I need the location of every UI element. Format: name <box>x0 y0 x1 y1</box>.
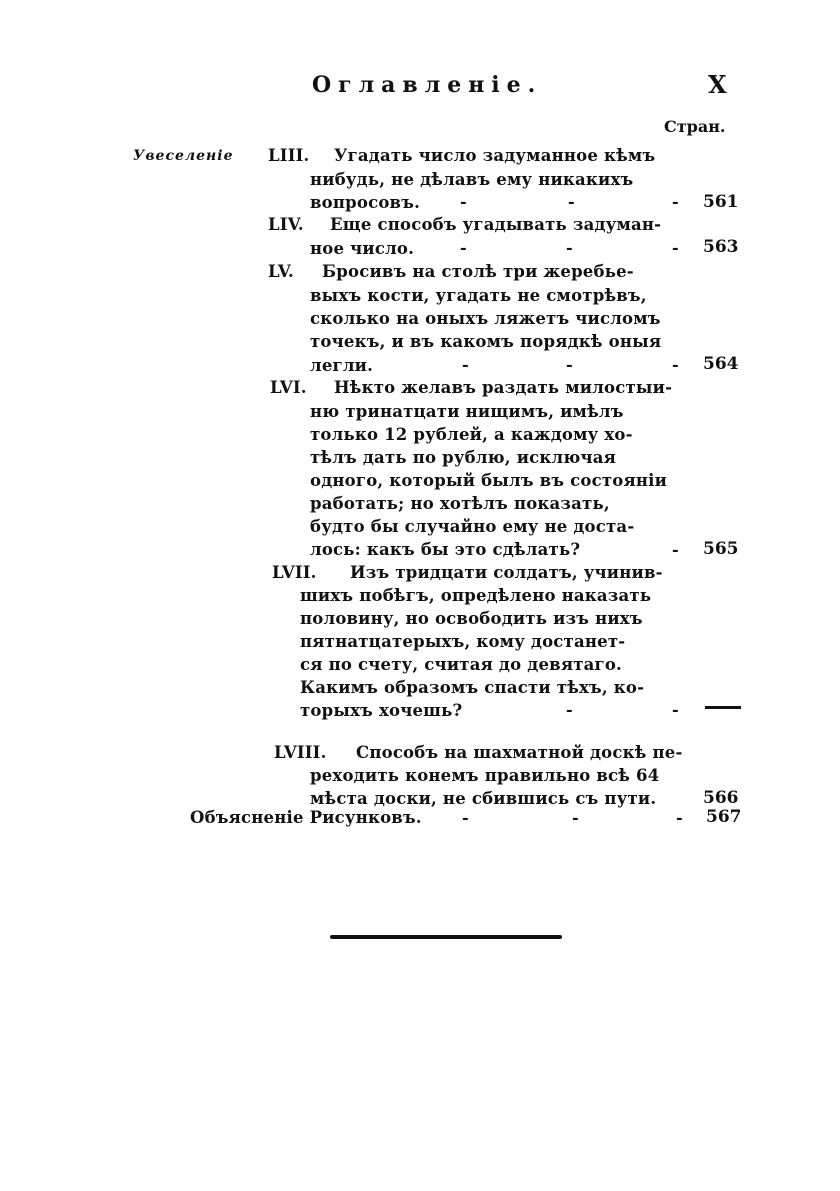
entry-text-line: Еще способъ угадывать задуман- <box>330 215 662 234</box>
leader-dash: - <box>566 238 573 257</box>
entry-text-line: ню тринатцати нищимъ, имѣлъ <box>310 402 624 421</box>
leader-dash: - <box>566 700 573 719</box>
page-reference: 563 <box>703 237 739 257</box>
entry-text-line: нибудь, не дѣлавъ ему никакихъ <box>310 170 634 189</box>
entry-text-line: будто бы случайно ему не доста- <box>310 517 635 536</box>
entry-text-line: реходить конемъ правильно всѣ 64 <box>310 766 660 785</box>
leader-dash: - <box>676 808 683 827</box>
leader-dash: - <box>462 808 469 827</box>
entry-number: LIV. <box>268 215 304 234</box>
entry-number: LVIII. <box>274 743 327 762</box>
entry-text-line: точекъ, и въ какомъ порядкѣ оныя <box>310 332 662 351</box>
page-reference: 565 <box>703 539 739 559</box>
entry-text-line: только 12 рублей, а каждому хо- <box>310 425 633 444</box>
entry-text-line: работать; но хотѣлъ показать, <box>310 494 610 513</box>
final-entry-label: Объясненіе Рисунковъ. <box>190 808 422 827</box>
page-reference: 567 <box>706 807 742 827</box>
leader-dash: - <box>672 238 679 257</box>
entry-text-line: ное число. <box>310 239 415 258</box>
entry-text-line: пятнатцатерыхъ, кому достанет- <box>300 632 626 651</box>
entry-number: LIII. <box>268 146 310 165</box>
entry-text-line: вопросовъ. <box>310 193 421 212</box>
entry-number: LVII. <box>272 563 317 582</box>
leader-dash: - <box>568 192 575 211</box>
leader-dash: - <box>460 192 467 211</box>
page-number: X <box>708 70 727 99</box>
entry-text-line: тѣлъ дать по рублю, исключая <box>310 448 616 467</box>
leader-dash: - <box>566 355 573 374</box>
entry-text-line: ся по счету, считая до девятаго. <box>300 655 622 674</box>
leader-dash: - <box>672 540 679 559</box>
entry-text-line: легли. <box>310 356 374 375</box>
closing-rule <box>330 935 562 939</box>
entry-text-line: одного, который былъ въ состояніи <box>310 471 668 490</box>
entry-number: LV. <box>268 262 294 281</box>
leader-dash: - <box>572 808 579 827</box>
entry-text-line: шихъ побѣгъ, опредѣлено наказать <box>300 586 652 605</box>
section-label: Увеселеніе <box>133 148 234 164</box>
entry-text-line: Какимъ образомъ спасти тѣхъ, ко- <box>300 678 645 697</box>
leader-dash: - <box>462 355 469 374</box>
leader-dash: - <box>672 192 679 211</box>
leader-dash: - <box>672 700 679 719</box>
entry-text-line: торыхъ хочешь? <box>300 701 463 720</box>
page-title: Оглавленіе. <box>312 72 543 98</box>
entry-text-line: Изъ тридцати солдатъ, учинив- <box>350 563 663 582</box>
entry-text-line: Способъ на шахматной доскѣ пе- <box>356 743 683 762</box>
page-reference: 566 <box>703 788 739 808</box>
ditto-dash <box>705 706 741 709</box>
entry-text-line: мѣста доски, не сбившись съ пути. <box>310 789 657 808</box>
page-reference: 561 <box>703 192 739 212</box>
entry-number: LVI. <box>270 378 307 397</box>
page-column-heading: Стран. <box>664 117 726 136</box>
entry-text-line: Нѣкто желавъ раздать милостыи- <box>334 378 673 397</box>
entry-text-line: Угадать число задуманное кѣмъ <box>334 146 656 165</box>
entry-text-line: лось: какъ бы это сдѣлать? <box>310 540 581 559</box>
entry-text-line: сколько на оныхъ ляжетъ числомъ <box>310 309 661 328</box>
entry-text-line: выхъ кости, угадать не смотрѣвъ, <box>310 286 647 305</box>
entry-text-line: половину, но освободить изъ нихъ <box>300 609 643 628</box>
leader-dash: - <box>672 355 679 374</box>
entry-text-line: Бросивъ на столѣ три жеребье- <box>322 262 634 281</box>
page-reference: 564 <box>703 354 739 374</box>
leader-dash: - <box>460 238 467 257</box>
